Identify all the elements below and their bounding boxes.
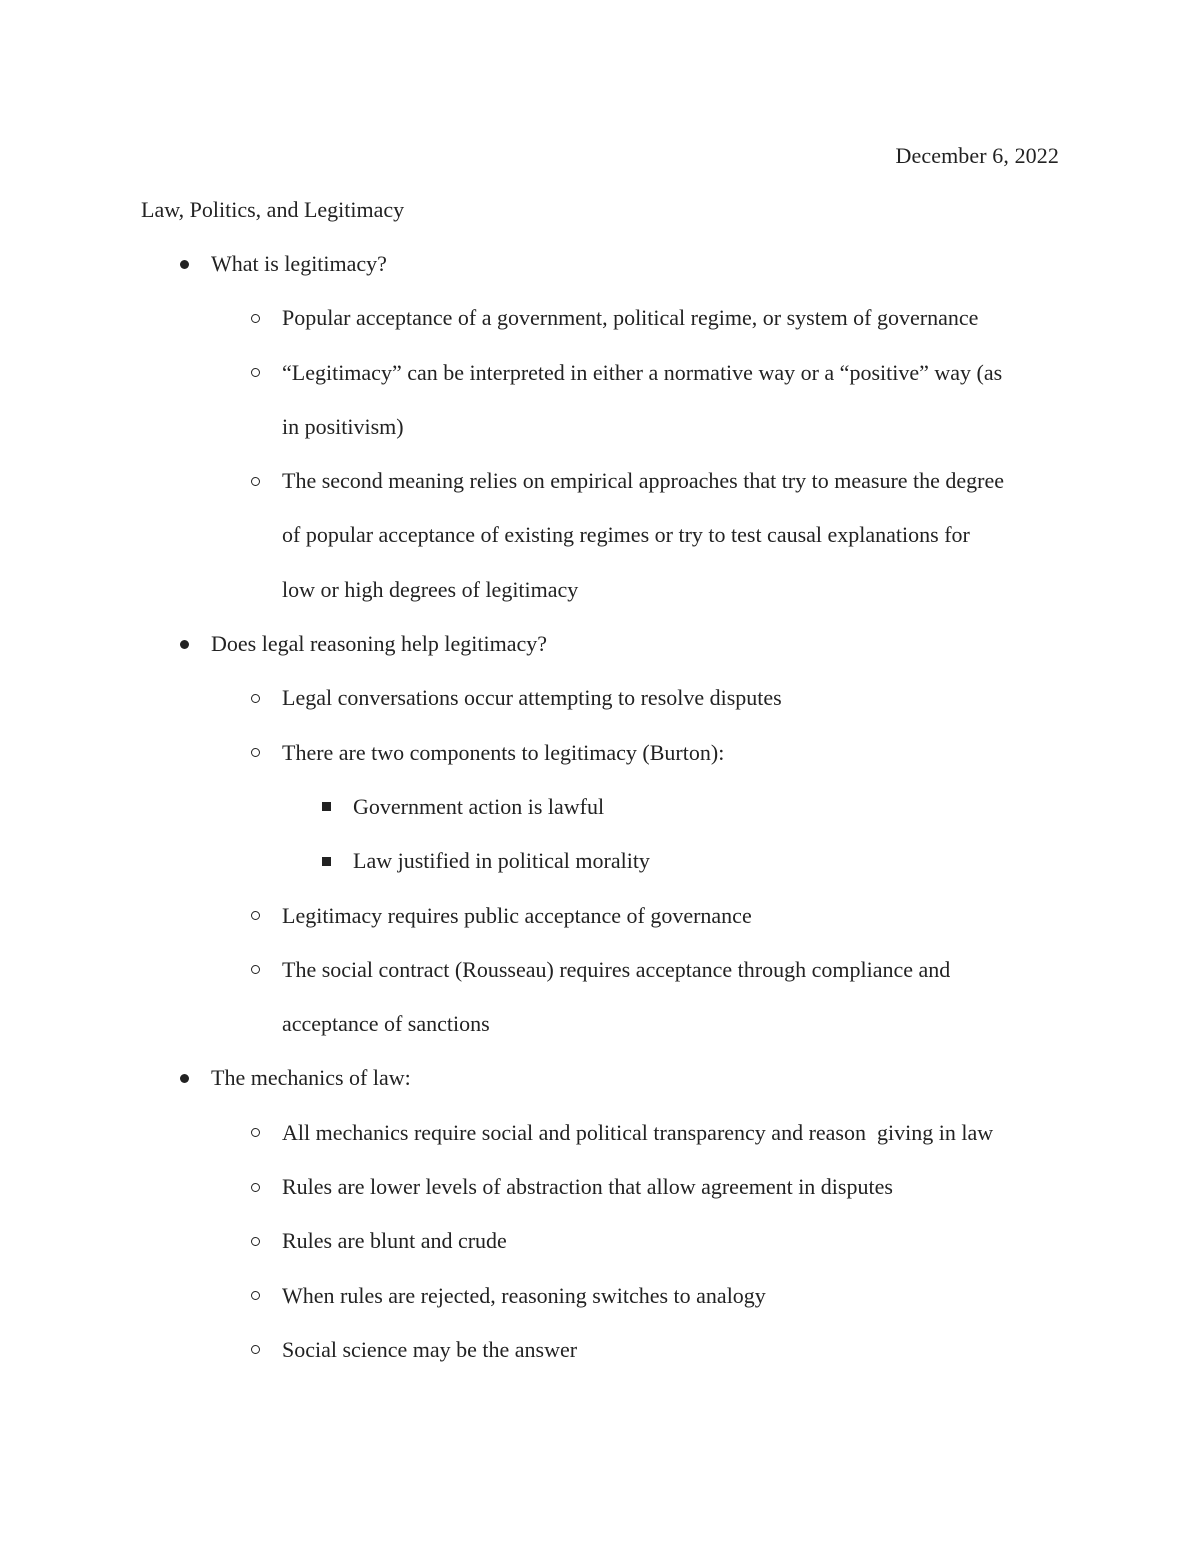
list-item-text: When rules are rejected, reasoning switches to analogy — [282, 1282, 766, 1308]
hollow-circle-bullet-icon — [247, 1282, 263, 1310]
filled-square-bullet-icon — [318, 847, 334, 875]
list-item-text: acceptance of sanctions — [282, 1011, 490, 1037]
list-item — [0, 793, 1200, 847]
list-item-text: Law justified in political morality — [353, 848, 650, 874]
document-date: December 6, 2022 — [895, 143, 1059, 168]
list-item — [0, 1119, 1200, 1173]
filled-dot-bullet-icon — [176, 250, 192, 278]
hollow-circle-bullet-icon — [247, 956, 263, 984]
list-item — [0, 1064, 1200, 1118]
list-item-text: The second meaning relies on empirical approaches that try to measure the degree — [282, 468, 1005, 494]
hollow-circle-bullet-icon — [247, 1336, 263, 1364]
list-item — [0, 250, 1200, 304]
hollow-circle-bullet-icon — [247, 467, 263, 495]
hollow-circle-bullet-icon — [247, 1119, 263, 1147]
list-item-text: Legitimacy requires public acceptance of governance — [282, 902, 752, 928]
list-item-text: All mechanics require social and political transparency and reason giving in law — [282, 1119, 994, 1145]
list-item-continuation — [0, 521, 1200, 575]
list-item — [0, 847, 1200, 901]
list-item-text: Legal conversations occur attempting to resolve disputes — [282, 685, 782, 711]
list-item-text: low or high degrees of legitimacy — [282, 576, 579, 602]
outline-list — [0, 250, 1200, 1390]
hollow-circle-bullet-icon — [247, 1227, 263, 1255]
list-item — [0, 739, 1200, 793]
list-item — [0, 304, 1200, 358]
list-item-text: Rules are blunt and crude — [282, 1228, 507, 1254]
list-item-text: Social science may be the answer — [282, 1336, 578, 1362]
list-item — [0, 1173, 1200, 1227]
list-item — [0, 902, 1200, 956]
list-item-text: in positivism) — [282, 413, 404, 439]
list-item-text: What is legitimacy? — [211, 251, 387, 276]
hollow-circle-bullet-icon — [247, 1173, 263, 1201]
filled-dot-bullet-icon — [176, 630, 192, 658]
filled-dot-bullet-icon — [176, 1064, 192, 1092]
hollow-circle-bullet-icon — [247, 304, 263, 332]
document-title: Law, Politics, and Legitimacy — [141, 197, 405, 222]
list-item — [0, 467, 1200, 521]
filled-square-bullet-icon — [318, 793, 334, 821]
list-item-continuation — [0, 413, 1200, 467]
list-item — [0, 684, 1200, 738]
list-item-text: “Legitimacy” can be interpreted in either a normative way or a “positive” way (as — [282, 359, 1003, 385]
hollow-circle-bullet-icon — [247, 684, 263, 712]
list-item-text: The mechanics of law: — [211, 1065, 411, 1091]
list-item-text: Rules are lower levels of abstraction that allow agreement in disputes — [282, 1174, 893, 1200]
hollow-circle-bullet-icon — [247, 739, 263, 767]
list-item-text: Does legal reasoning help legitimacy? — [211, 631, 547, 657]
list-item — [0, 956, 1200, 1010]
list-item — [0, 1336, 1200, 1390]
list-item-text: of popular acceptance of existing regimes or try to test causal explanations for — [282, 522, 970, 548]
list-item-text: There are two components to legitimacy (Burton): — [282, 739, 725, 765]
list-item-continuation — [0, 576, 1200, 630]
list-item-continuation — [0, 1010, 1200, 1064]
list-item — [0, 1282, 1200, 1336]
hollow-circle-bullet-icon — [247, 902, 263, 930]
list-item-text: The social contract (Rousseau) requires acceptance through compliance and — [282, 956, 951, 982]
list-item-text: Government action is lawful — [353, 793, 605, 819]
hollow-circle-bullet-icon — [247, 359, 263, 387]
list-item-text: Popular acceptance of a government, political regime, or system of governance — [282, 305, 979, 331]
list-item — [0, 630, 1200, 684]
list-item — [0, 1227, 1200, 1281]
list-item — [0, 359, 1200, 413]
